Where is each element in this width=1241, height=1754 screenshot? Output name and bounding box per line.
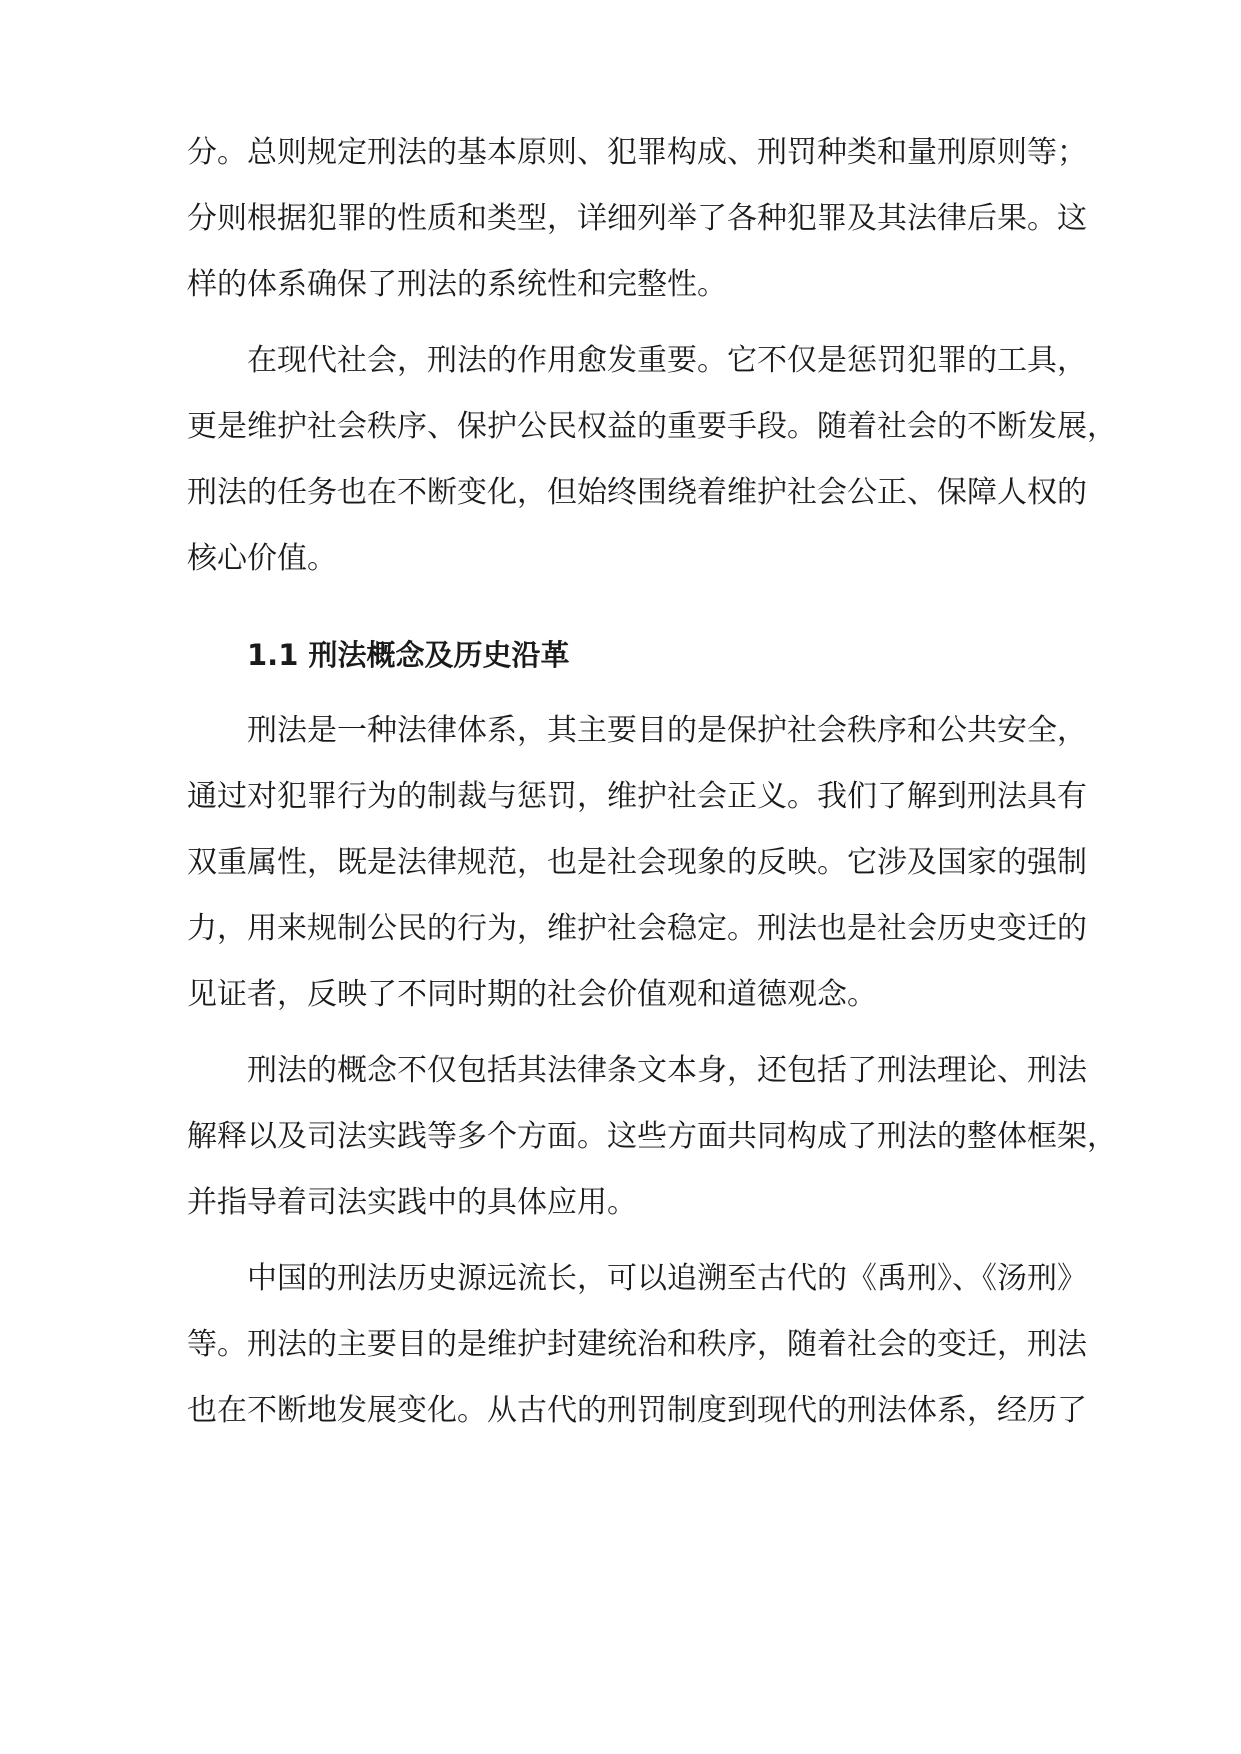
- text-line: 等。刑法的主要目的是维护封建统治和秩序，随着社会的变迁，刑法: [187, 1327, 1087, 1362]
- text-line: 刑法的任务也在不断变化，但始终围绕着维护社会公正、保障人权的: [187, 475, 1087, 510]
- text-line: 并指导着司法实践中的具体应用。: [187, 1185, 637, 1220]
- text-line: 双重属性，既是法律规范，也是社会现象的反映。它涉及国家的强制: [187, 845, 1087, 880]
- section-heading: 1.1 刑法概念及历史沿革: [247, 638, 570, 672]
- text-line: 通过对犯罪行为的制裁与惩罚，维护社会正义。我们了解到刑法具有: [187, 779, 1087, 814]
- text-line: 分则根据犯罪的性质和类型，详细列举了各种犯罪及其法律后果。这: [187, 201, 1087, 236]
- text-line: 刑法的概念不仅包括其法律条文本身，还包括了刑法理论、刑法: [247, 1053, 1087, 1088]
- text-line: 刑法是一种法律体系，其主要目的是保护社会秩序和公共安全，: [247, 713, 1087, 748]
- text-line: 样的体系确保了刑法的系统性和完整性。: [187, 267, 727, 302]
- text-line: 在现代社会，刑法的作用愈发重要。它不仅是惩罚犯罪的工具，: [247, 343, 1087, 378]
- text-line: 见证者，反映了不同时期的社会价值观和道德观念。: [187, 977, 877, 1012]
- text-line: 更是维护社会秩序、保护公民权益的重要手段。随着社会的不断发展，: [187, 409, 1117, 444]
- text-line: 也在不断地发展变化。从古代的刑罚制度到现代的刑法体系，经历了: [187, 1393, 1087, 1428]
- text-line: 分。总则规定刑法的基本原则、犯罪构成、刑罚种类和量刑原则等；: [187, 135, 1087, 170]
- text-line: 解释以及司法实践等多个方面。这些方面共同构成了刑法的整体框架，: [187, 1119, 1117, 1154]
- text-line: 力，用来规制公民的行为，维护社会稳定。刑法也是社会历史变迁的: [187, 911, 1087, 946]
- text-line: 中国的刑法历史源远流长，可以追溯至古代的《禹刑》、《汤刑》: [247, 1261, 1087, 1296]
- text-line: 核心价值。: [187, 541, 337, 576]
